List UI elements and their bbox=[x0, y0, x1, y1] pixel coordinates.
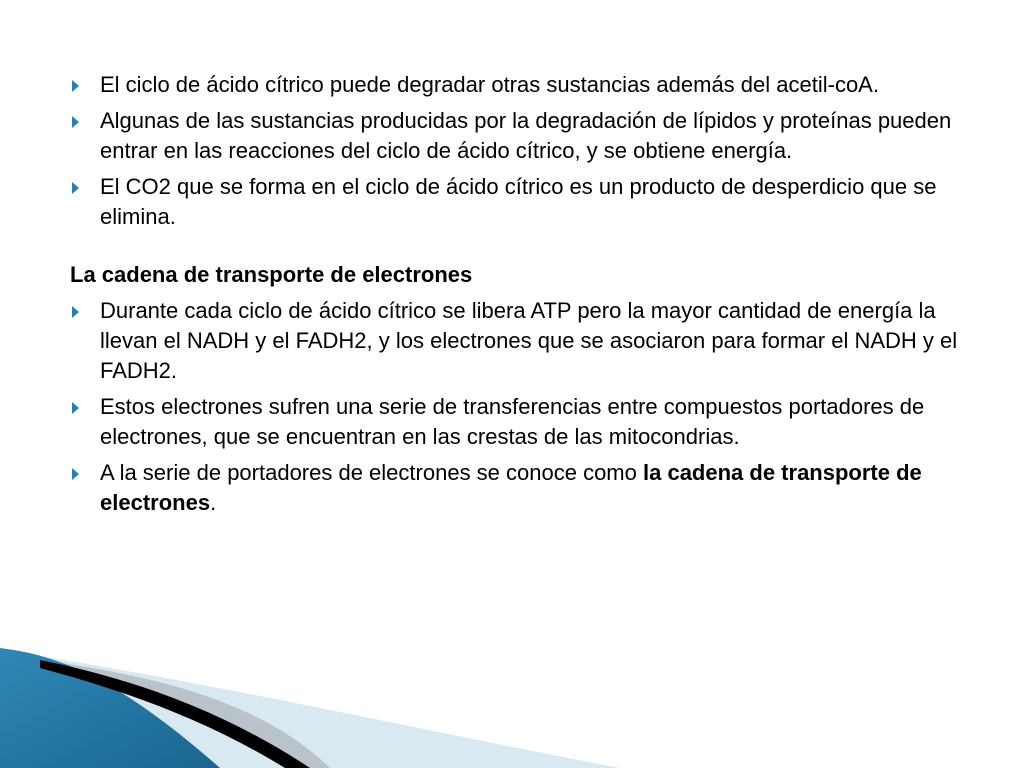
arrow-bullet-icon bbox=[72, 80, 79, 92]
arrow-bullet-icon bbox=[72, 306, 79, 318]
section-heading: La cadena de transporte de electrones bbox=[70, 262, 473, 287]
arrow-bullet-icon bbox=[72, 116, 79, 128]
list-item bbox=[70, 296, 960, 386]
light-wave-shape bbox=[0, 650, 620, 768]
arrow-bullet-icon bbox=[72, 182, 79, 194]
bullet-text: Durante cada ciclo de ácido cítrico se libera ATP pero la mayor cantidad de energía la llevan el NADH y el FADH2, y los electrones que se asociaron para formar el NADH y el FADH2. bbox=[100, 298, 958, 383]
list-item bbox=[70, 458, 960, 518]
bullet-text: El CO2 que se forma en el ciclo de ácido cítrico es un producto de desperdicio que se elimina. bbox=[100, 174, 937, 229]
arrow-bullet-icon bbox=[72, 468, 79, 480]
bullet-text: El ciclo de ácido cítrico puede degradar otras sustancias además del acetil-coA. bbox=[100, 72, 879, 97]
bullet-text-bold: la cadena de transporte de electrones bbox=[100, 460, 922, 515]
bullet-list-cycle bbox=[70, 70, 960, 232]
bullet-text: Algunas de las sustancias producidas por la degradación de lípidos y proteínas pueden entrar en las reacciones del ciclo de ácido cítrico, y se obtiene energía. bbox=[100, 108, 952, 163]
bullet-text: Estos electrones sufren una serie de transferencias entre compuestos portadores de electrones, que se encuentran en las crestas de las mitocondrias. bbox=[100, 394, 925, 449]
list-item bbox=[70, 172, 960, 232]
arrow-bullet-icon bbox=[72, 402, 79, 414]
blue-wave-shape bbox=[0, 648, 220, 768]
slide-content bbox=[70, 70, 960, 524]
black-stripe-shape bbox=[40, 660, 310, 768]
gray-wave-shape bbox=[0, 655, 330, 768]
list-item bbox=[70, 70, 960, 100]
list-item bbox=[70, 106, 960, 166]
list-item bbox=[70, 392, 960, 452]
bullet-list-electron-transport bbox=[70, 296, 960, 518]
bullet-text-after: . bbox=[210, 490, 217, 515]
bullet-text-before: A la serie de portadores de electrones se conoce como bbox=[100, 460, 643, 485]
